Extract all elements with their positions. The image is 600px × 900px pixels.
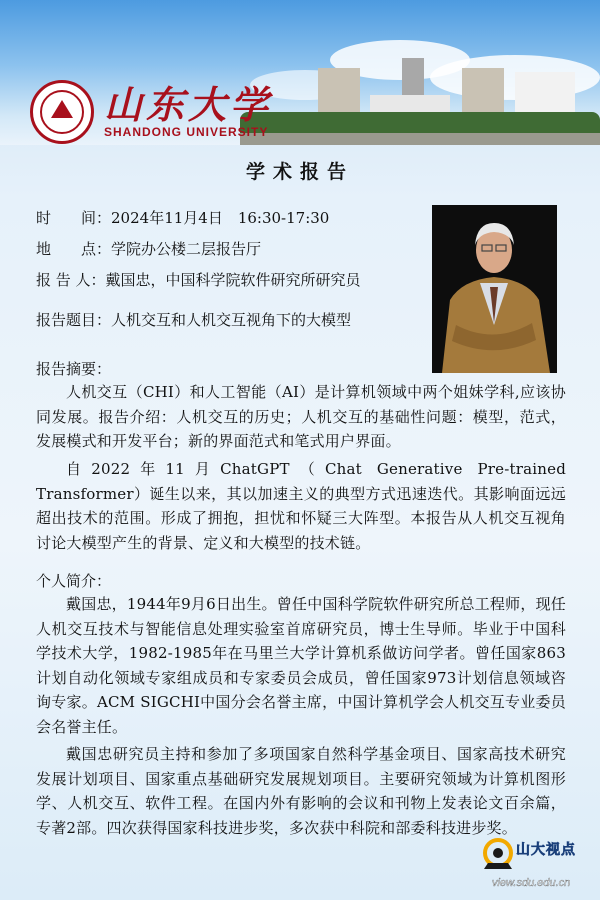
bio-paragraph-1: 戴国忠，1944年9月6日出生。曾任中国科学院软件研究所总工程师，现任人机交互技术与智能信息处理实验室首席研究员，博士生导师。毕业于中国科学技术大学，1982-1985年在马里兰大学计算机系做访问学者。曾任国家863计划自动化领域专家组成员和专家委员会成员，曾任国家973计划信息领域咨询专家。ACM SIGCHI中国分会名誉主席，中国计算机学会人机交互专业委员会名誉主任。: [36, 595, 566, 736]
page-title: 学术报告: [245, 161, 354, 183]
bio-heading: 个人简介：: [36, 572, 112, 590]
info-place: [36, 238, 261, 259]
info-topic: [36, 309, 351, 330]
side-building: [515, 72, 575, 117]
topic-label: 报告题目：: [36, 311, 112, 329]
speaker-photo: [432, 205, 557, 373]
place-label: 地 点：: [36, 240, 112, 258]
watermark-text: 山大视点: [516, 842, 576, 858]
topic-value: 人机交互和人机交互视角下的大模型: [111, 311, 352, 329]
bio-paragraph-2: 戴国忠研究员主持和参加了多项国家自然科学基金项目、国家高技术研究发展计划项目、国家重点基础研究发展规划项目。主要研究领域为计算机图形学、人机交互、软件工程。在国内外有影响的会议和刊物上发表论文百余篇，专著2部。四次获得国家科技进步奖，多次获中科院和部委科技进步奖。: [36, 745, 566, 837]
info-time: [36, 207, 329, 228]
university-seal-icon: [30, 80, 94, 144]
abstract-paragraph-1: 人机交互（CHI）和人工智能（AI）是计算机领域中两个姐妹学科,应该协同发展。报告介绍：人机交互的历史；人机交互的基础性问题：模型，范式，发展模式和开发平台；新的界面范式和笔式用户界面。: [36, 383, 566, 450]
road: [240, 133, 600, 145]
watermark-logo-icon: [478, 835, 518, 875]
abstract-paragraph-2: 自2022年11月ChatGPT（Chat Generative Pre-trained Transformer）诞生以来，其以加速主义的典型方式迅速迭代。其影响面远远超出技术的范围。形成了拥抱，担忧和怀疑三大阵型。本报告从人机交互视角讨论大模型产生的背景、定义和大模型的技术链。: [36, 460, 566, 552]
watermark-url: view.sdu.edu.cn: [492, 877, 571, 889]
info-speaker: [36, 269, 361, 290]
place-value: 学院办公楼二层报告厅: [111, 240, 262, 258]
watermark: [478, 835, 598, 897]
header-banner: [0, 0, 600, 145]
logo-english-name: SHANDONG UNIVERSITY: [104, 125, 269, 139]
speaker-value: 戴国忠，中国科学院软件研究所研究员: [105, 271, 361, 289]
time-value: 2024年11月4日 16:30-17:30: [111, 209, 330, 227]
speaker-label: 报 告 人：: [36, 271, 106, 289]
university-logo: [30, 80, 272, 144]
time-label: 时 间：: [36, 209, 112, 227]
abstract-heading: 报告摘要：: [36, 360, 112, 378]
logo-chinese-name: 山东大学: [104, 82, 273, 127]
